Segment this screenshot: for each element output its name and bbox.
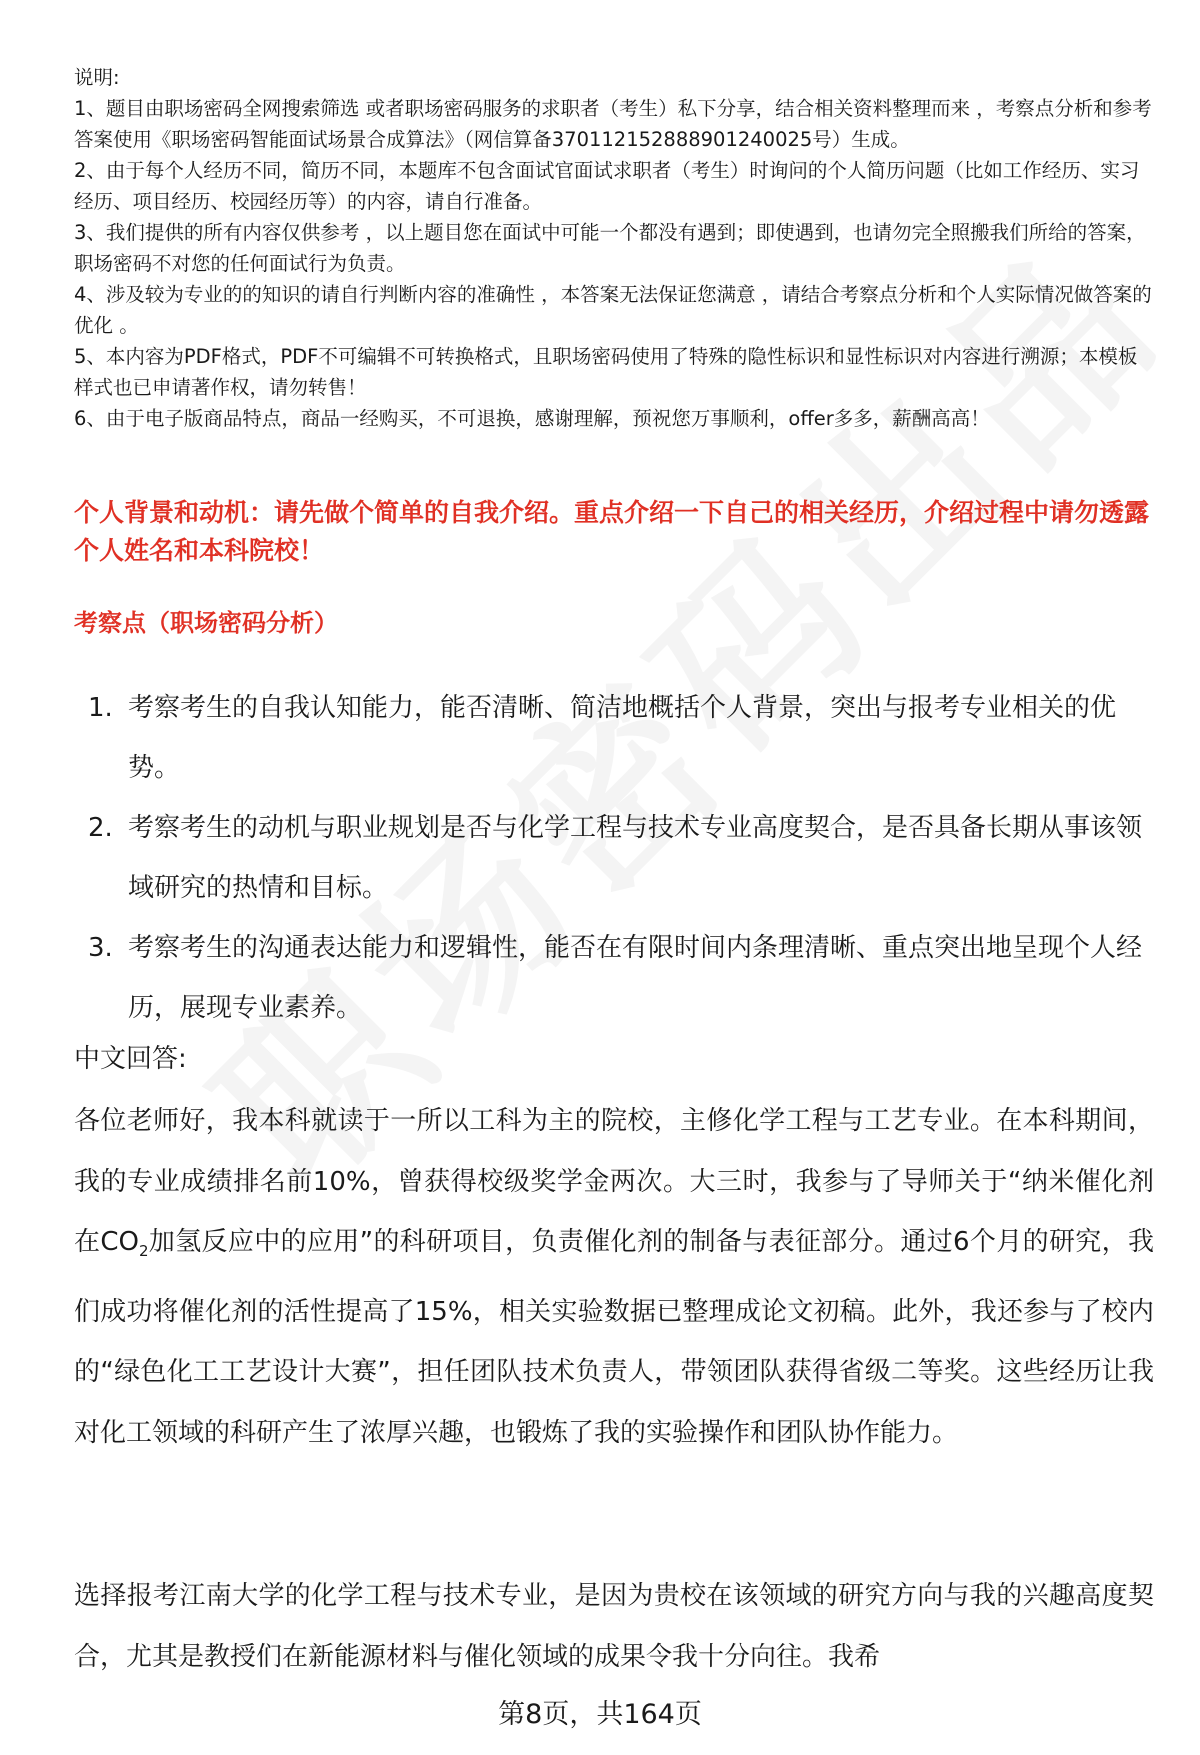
point-number: 2. — [88, 813, 113, 843]
point-number: 1. — [88, 693, 113, 723]
analysis-point — [74, 798, 1154, 918]
question-heading: 个人背景和动机：请先做个简单的自我介绍。重点介绍一下自己的相关经历，介绍过程中请勿透露个人姓名和本科院校！ — [74, 498, 1150, 565]
note-item: 1、题目由职场密码全网搜索筛选 或者职场密码服务的求职者（考生）私下分享，结合相关资料整理而来 ，考察点分析和参考答案使用《职场密码智能面试场景合成算法》（网信算备370112152888901240025号）生成。 — [74, 97, 1152, 151]
answer-label: 中文回答: — [74, 1044, 187, 1074]
answer-text: 加氢反应中的应用”的科研项目，负责催化剂的制备与表征部分。通过6个月的研究，我们成功将催化剂的活性提高了15%，相关实验数据已整理成论文初稿。此外，我还参与了校内的“绿色化工工艺设计大赛”，担任团队技术负责人，带领团队获得省级二等奖。这些经历让我对化工领域的科研产生了浓厚兴趣，也锻炼了我的实验操作和团队协作能力。 — [74, 1227, 1154, 1448]
note-item: 3、我们提供的所有内容仅供参考 ，以上题目您在面试中可能一个都没有遇到；即使遇到，也请勿完全照搬我们所给的答案，职场密码不对您的任何面试行为负责。 — [74, 221, 1146, 275]
subscript: 2 — [138, 1242, 149, 1261]
point-number: 3. — [88, 933, 113, 963]
notes-heading: 说明: — [74, 66, 120, 89]
note-item: 2、由于每个人经历不同，简历不同，本题库不包含面试官面试求职者（考生）时询问的个人简历问题（比如工作经历、实习经历、项目经历、校园经历等）的内容，请自行准备。 — [74, 159, 1140, 213]
analysis-point — [74, 678, 1154, 798]
answer-paragraph — [74, 1091, 1154, 1463]
answer-paragraph: 选择报考江南大学的化学工程与技术专业，是因为贵校在该领域的研究方向与我的兴趣高度契合，尤其是教授们在新能源材料与催化领域的成果令我十分向往。我希 — [74, 1581, 1154, 1672]
point-text: 考察考生的自我认知能力，能否清晰、简洁地概括个人背景，突出与报考专业相关的优势。 — [128, 693, 1117, 783]
analysis-points — [74, 678, 1154, 1038]
analysis-heading: 考察点（职场密码分析） — [74, 609, 338, 637]
point-text: 考察考生的沟通表达能力和逻辑性，能否在有限时间内条理清晰、重点突出地呈现个人经历，展现专业素养。 — [128, 933, 1143, 1023]
point-text: 考察考生的动机与职业规划是否与化学工程与技术专业高度契合，是否具备长期从事该领域研究的热情和目标。 — [128, 813, 1143, 903]
analysis-point — [74, 918, 1154, 1038]
page-footer: 第8页，共164页 — [498, 1699, 702, 1730]
note-item: 4、涉及较为专业的的知识的请自行判断内容的准确性 ，本答案无法保证您满意 ，请结合考察点分析和个人实际情况做答案的优化 。 — [74, 283, 1152, 337]
note-item: 6、由于电子版商品特点，商品一经购买，不可退换，感谢理解，预祝您万事顺利，offer多多，薪酬高高！ — [74, 407, 990, 430]
answer-text: 各位老师好，我本科就读于一所以工科为主的院校，主修化学工程与工艺专业。在本科期间，我的专业成绩排名前10%，曾获得校级奖学金两次。大三时，我参与了导师关于“纳米催化剂在CO — [74, 1106, 1154, 1257]
notes-section — [74, 62, 1154, 434]
note-item: 5、本内容为PDF格式，PDF不可编辑不可转换格式，且职场密码使用了特殊的隐性标识和显性标识对内容进行溯源；本模板样式也已申请著作权，请勿转售！ — [74, 345, 1138, 399]
